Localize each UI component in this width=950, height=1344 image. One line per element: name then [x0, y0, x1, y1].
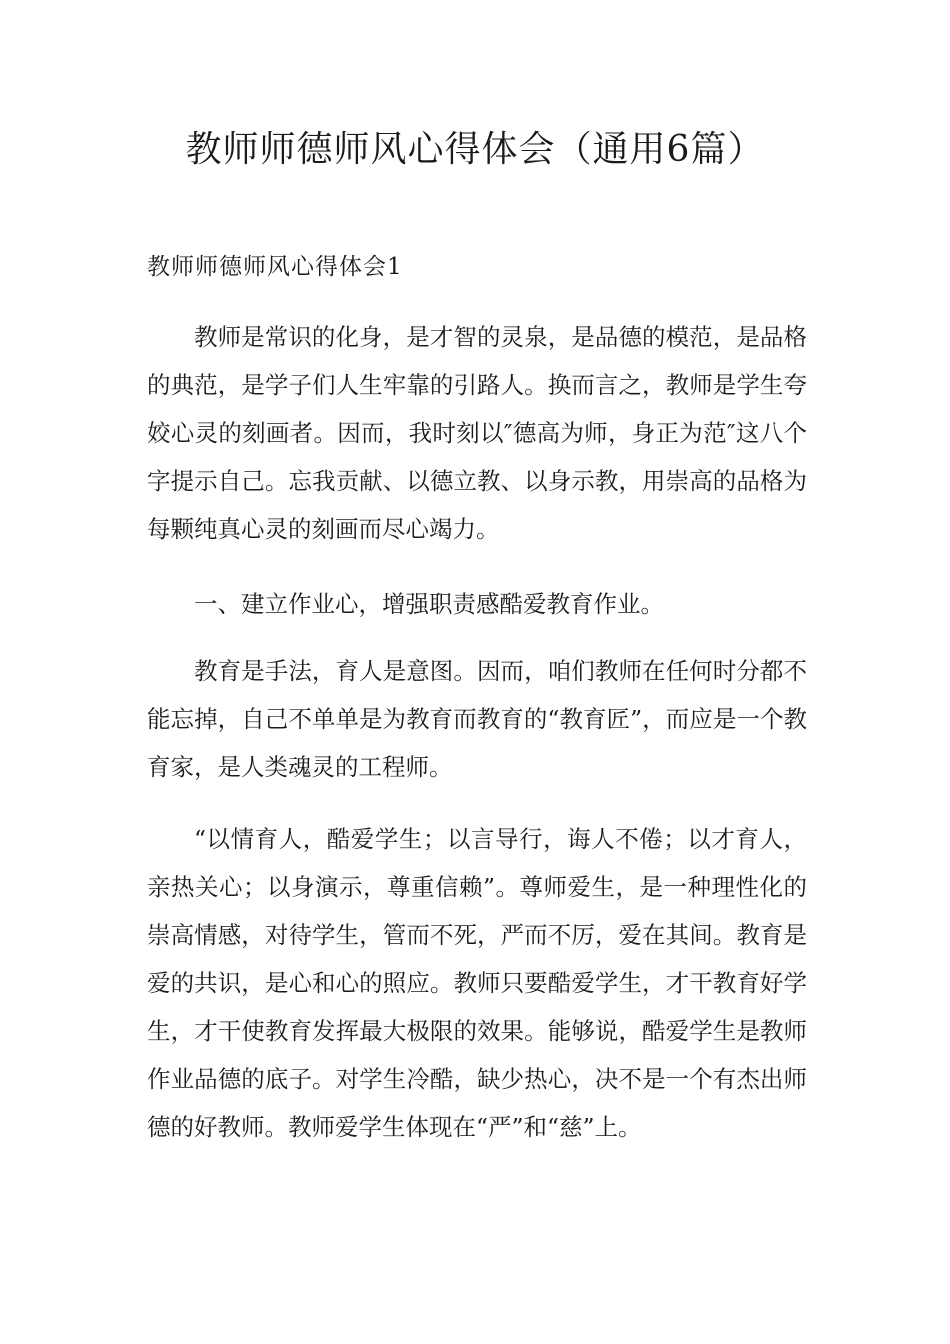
section-heading: 教师师德师风心得体会1 — [147, 254, 403, 280]
document-title: 教师师德师风心得体会（通用6篇） — [185, 129, 765, 170]
paragraph-love-students: “以情育人，酷爱学生；以言导行，诲人不倦；以才育人，亲热关心；以身演示，尊重信赖”。尊师爱生，是一种理性化的崇高情感，对待学生，管而不死，严而不厉，爱在其间。教育是爱的共识，是心和心的照应。教师只要酷爱学生，才干教育好学生，才干使教育发挥最大极限的效果。能够说，酷爱学生是教师作业品德的底子。对学生冷酷，缺少热心，决不是一个有杰出师德的好教师。教师爱学生体现在“严”和“慈”上。 — [147, 825, 807, 1141]
paragraph-subheading: 一、建立作业心，增强职责感酷爱教育作业。 — [194, 590, 664, 618]
paragraph-education-purpose: 教育是手法，育人是意图。因而，咱们教师在任何时分都不能忘掉，自己不单单是为教育而教育的“教育匠”，而应是一个教育家，是人类魂灵的工程师。 — [147, 657, 807, 781]
paragraph-intro: 教师是常识的化身，是才智的灵泉，是品德的模范，是品格的典范，是学子们人生牢靠的引路人。换而言之，教师是学生夸姣心灵的刻画者。因而，我时刻以″德高为师，身正为范″这八个字提示自己。忘我贡献、以德立教、以身示教，用崇高的品格为每颗纯真心灵的刻画而尽心竭力。 — [147, 323, 807, 543]
